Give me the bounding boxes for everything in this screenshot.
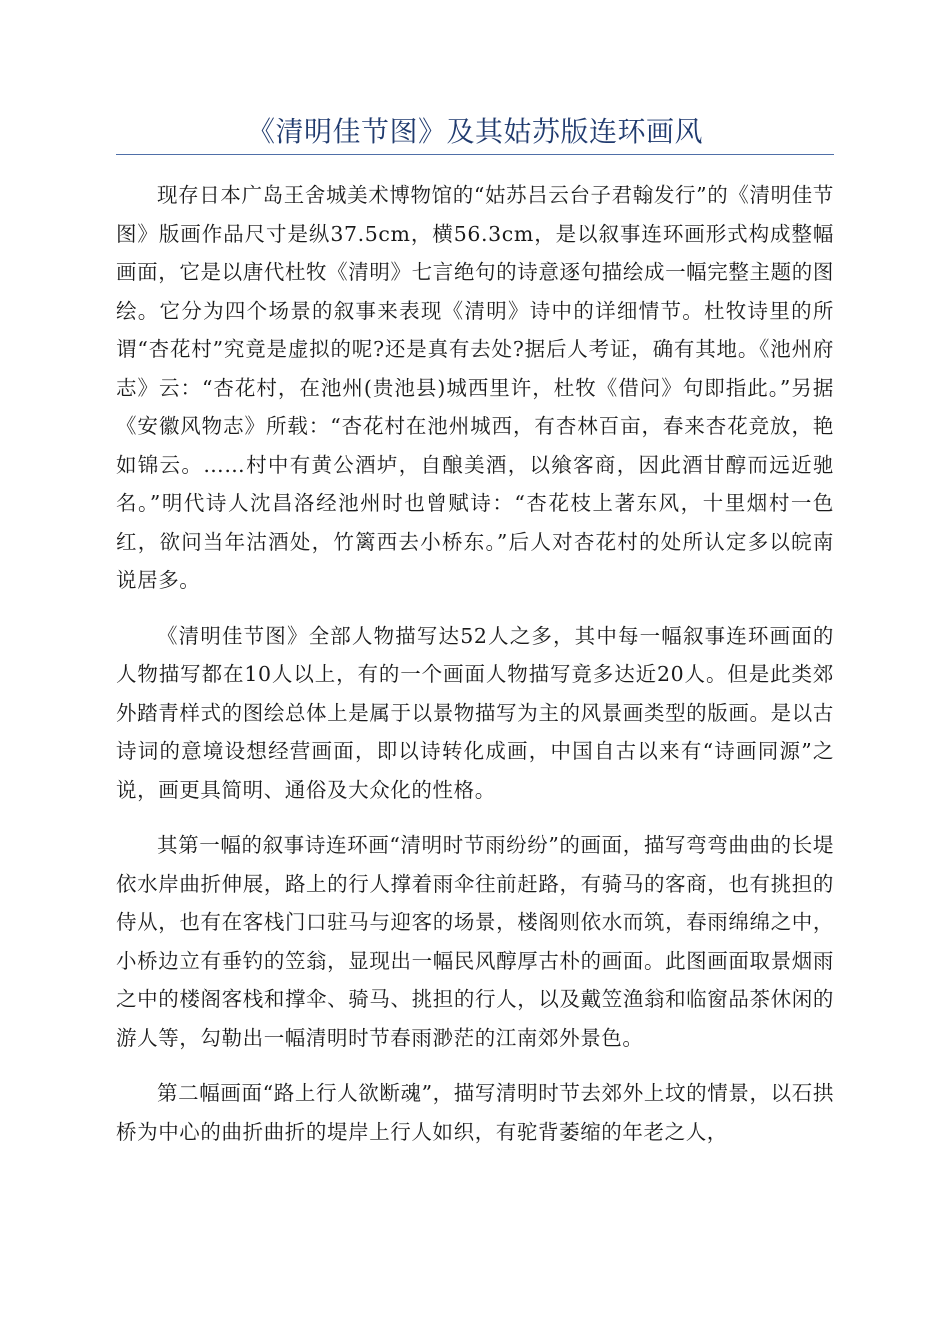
paragraph-1: 现存日本广岛王舍城美术博物馆的“姑苏吕云台子君翰发行”的《清明佳节图》版画作品尺寸是纵37.5cm，横56.3cm，是以叙事连环画形式构成整幅画面，它是以唐代杜牧《清明》七言绝句的诗意逐句描绘成一幅完整主题的图绘。它分为四个场景的叙事来表现《清明》诗中的详细情节。杜牧诗里的所谓“杏花村”究竟是虚拟的呢?还是真有去处?据后人考证，确有其地。《池州府志》云：“杏花村，在池州(贵池县)城西里许，杜牧《借问》句即指此。”另据《安徽风物志》所载：“杏花村在池州城西，有杏林百亩，春来杏花竞放，艳如锦云。……村中有黄公酒垆，自酿美酒，以飨客商，因此酒甘醇而远近驰名。”明代诗人沈昌洛经池州时也曾赋诗：“杏花枝上著东风，十里烟村一色红，欲问当年沽酒处，竹篱西去小桥东。”后人对杏花村的处所认定多以皖南说居多。 (116, 183, 834, 592)
paragraph-4: 第二幅画面“路上行人欲断魂”，描写清明时节去郊外上坟的情景，以石拱桥为中心的曲折曲折的堤岸上行人如织，有驼背萎缩的年老之人， (116, 1081, 834, 1144)
title-underline (116, 154, 834, 155)
paragraph-2: 《清明佳节图》全部人物描写达52人之多，其中每一幅叙事连环画面的人物描写都在10人以上，有的一个画面人物描写竟多达近20人。但是此类郊外踏青样式的图绘总体上是属于以景物描写为主的风景画类型的版画。是以古诗词的意境设想经营画面，即以诗转化成画，中国自古以来有“诗画同源”之说，画更具简明、通俗及大众化的性格。 (116, 623, 834, 802)
document-body (116, 176, 834, 1168)
paragraph-3: 其第一幅的叙事诗连环画“清明时节雨纷纷”的画面，描写弯弯曲曲的长堤依水岸曲折伸展，路上的行人撑着雨伞往前赶路，有骑马的客商，也有挑担的侍从，也有在客栈门口驻马与迎客的场景，楼阁则依水而筑，春雨绵绵之中，小桥边立有垂钓的笠翁，显现出一幅民风醇厚古朴的画面。此图画面取景烟雨之中的楼阁客栈和撑伞、骑马、挑担的行人，以及戴笠渔翁和临窗品茶休闲的游人等，勾勒出一幅清明时节春雨渺茫的江南郊外景色。 (116, 833, 834, 1050)
document-title: 《清明佳节图》及其姑苏版连环画风 (246, 115, 703, 148)
